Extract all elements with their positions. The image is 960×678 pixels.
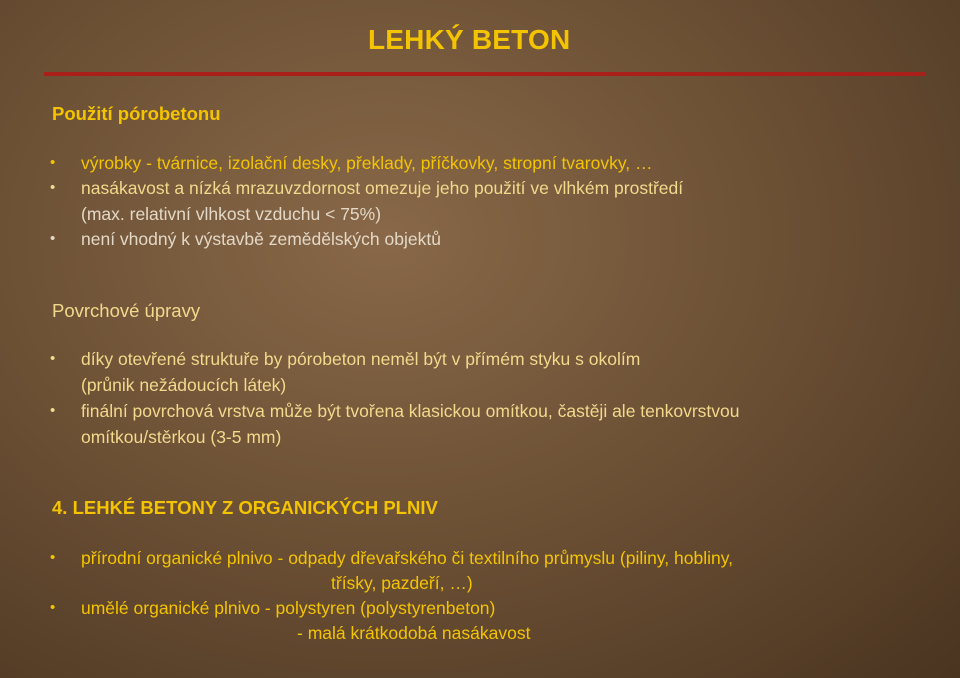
bullet-icon: • [50,402,56,419]
section-heading-organicke-plnivo: 4. LEHKÉ BETONY Z ORGANICKÝCH PLNIV [52,497,438,518]
section-heading-povrchove-upravy: Povrchové úpravy [52,300,201,321]
list-item-text: finální povrchová vrstva může být tvořena klasickou omítkou, častěji ale tenkovrstvou [81,401,740,421]
list-item-text: nasákavost a nízká mrazuvzdornost omezuje jeho použití ve vlhkém prostředí [81,178,684,198]
list-item [0,595,960,621]
list-item-continuation: (max. relativní vlhkost vzduchu < 75%) [81,204,382,224]
slide-title: LEHKÝ BETON [368,24,571,55]
list-item-text: přírodní organické plnivo - odpady dřevařského či textilního průmyslu (piliny, hobliny, [81,548,734,568]
title-divider [44,72,926,76]
list-item-continuation: - malá krátkodobá nasákavost [297,623,531,643]
list-item-continuation: třísky, pazdeří, …) [331,573,473,593]
section-heading-pouziti: Použití pórobetonu [52,103,221,124]
list-item [0,398,960,424]
list-item-continuation: omítkou/stěrkou (3-5 mm) [81,427,282,447]
list-item-text: výrobky - tvárnice, izolační desky, překlady, příčkovky, stropní tvarovky, … [81,153,653,173]
list-item-text: není vhodný k výstavbě zemědělských objektů [81,229,441,249]
list-item-text: umělé organické plnivo - polystyren (polystyrenbeton) [81,598,496,618]
list-item [0,346,960,372]
list-item [0,545,960,571]
bullet-icon: • [50,549,56,566]
bullet-icon: • [50,599,56,616]
bullet-icon: • [50,230,56,247]
list-item [0,175,960,201]
list-item [0,226,960,252]
bullet-icon: • [50,154,56,171]
bullet-icon: • [50,350,56,367]
list-item-text: díky otevřené struktuře by pórobeton neměl být v přímém styku s okolím [81,349,641,369]
list-item-continuation: (průnik nežádoucích látek) [81,375,287,395]
bullet-icon: • [50,179,56,196]
list-item [0,150,960,176]
